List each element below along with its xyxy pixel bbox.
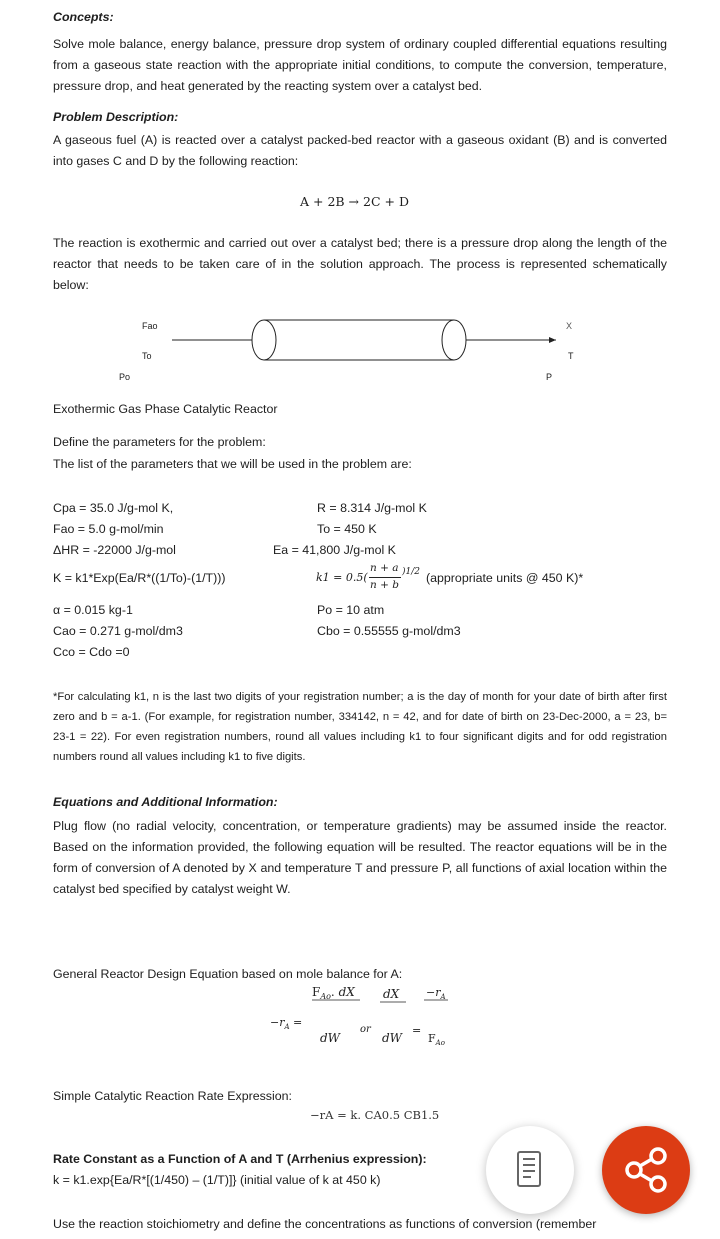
problem-text-2: The reaction is exothermic and carried out over a catalyst bed; there is a pressure drop along the length of the reactor that needs to be taken care of in the solution approach. The process is represented schematically below: <box>53 236 667 292</box>
rate-heading: Simple Catalytic Reaction Rate Expression: <box>53 1089 292 1103</box>
param-po: Po = 10 atm <box>317 603 385 617</box>
problem-text: A gaseous fuel (A) is reacted over a catalyst packed-bed reactor with a gaseous oxidant (B) and is converted into gases C and D by the following reaction: <box>53 133 667 168</box>
general-equation-heading: General Reactor Design Equation based on mole balance for A: <box>53 967 403 981</box>
k1-exponent: )1/2 <box>402 567 420 577</box>
param-ea: Ea = 41,800 J/g-mol K <box>273 543 396 557</box>
k1-note: *For calculating k1, n is the last two digits of your registration number; a is the day of month for your date of birth after first zero and b = a-1. (For example, for registration number, 334142, n = 42, and for date of birth on 23-Dec-2000, a = 23, b= 23-1 = 22). For even registration numbers, round all values including k1 to four significant digits and for odd registration numbers round all values including k1 to five digits. <box>53 691 667 763</box>
label-fao: Fao <box>142 321 158 331</box>
svg-text:dW: dW <box>320 1031 341 1045</box>
param-k: K = k1*Exp(Ea/R*((1/To)-(1/T))) <box>53 571 226 585</box>
label-to: To <box>142 351 152 361</box>
equations-heading: Equations and Additional Information: <box>53 795 278 809</box>
concepts-text: Solve mole balance, energy balance, pressure drop system of ordinary coupled differential equations resulting from a gaseous state reaction with the appropriate initial conditions, to compute the conversion, temperature, pressure drop, and heat generated by the reacting system over a catalyst bed. <box>53 37 667 93</box>
outlet-arrow <box>549 337 556 343</box>
reactor-schematic <box>0 310 720 390</box>
param-r: R = 8.314 J/g-mol K <box>317 501 427 515</box>
share-button[interactable] <box>602 1126 690 1214</box>
k1-units: (appropriate units @ 450 K)* <box>426 571 584 585</box>
equations-text: Plug flow (no radial velocity, concentration, or temperature gradients) may be assumed inside the reactor. Based on the information provided, the following equation will be resulted. The reactor equations will be in the form of conversion of A denoted by X and temperature T and pressure P, all functions of axial location within the catalyst bed specified by catalyst weight W. <box>53 819 667 896</box>
label-x: X <box>566 321 573 331</box>
rate-expression: −rA = k. CA0.5 CB1.5 <box>310 1108 440 1122</box>
param-dhr: ΔHR = -22000 J/g-mol <box>53 543 176 557</box>
label-p: P <box>546 372 553 382</box>
svg-text:FAo. dX: $F_{Ao}$. dX <box>312 985 355 1001</box>
k1-numerator: n + a <box>370 562 399 574</box>
notes-button[interactable] <box>486 1126 574 1214</box>
reactor-outlet-end <box>442 320 466 360</box>
param-alpha: α = 0.015 kg-1 <box>53 603 133 617</box>
problem-heading: Problem Description: <box>53 110 179 124</box>
param-cao: Cao = 0.271 g-mol/dm3 <box>53 624 183 638</box>
arrhenius-text: k = k1.exp{Ea/R*[(1/450) – (1/T)]} (initial value of k at 450 k) <box>53 1173 381 1187</box>
share-icon <box>602 1126 690 1214</box>
reactor-inlet-end <box>252 320 276 360</box>
stoichiometry-text: Use the reaction stoichiometry and define the concentrations as functions of conversion (remember <box>53 1217 597 1231</box>
svg-text:dW: dW <box>382 1031 403 1045</box>
param-to: To = 450 K <box>317 522 377 536</box>
k1-denominator: n + b <box>370 579 399 591</box>
params-list-intro: The list of the parameters that we will be used in the problem are: <box>53 457 412 471</box>
param-cco: Cco = Cdo =0 <box>53 645 130 659</box>
svg-text:dX: dX <box>383 987 400 1001</box>
param-cpa: Cpa = 35.0 J/g-mol K, <box>53 501 174 515</box>
label-t: T <box>568 351 574 361</box>
param-cbo: Cbo = 0.55555 g-mol/dm3 <box>317 624 461 638</box>
diagram-caption: Exothermic Gas Phase Catalytic Reactor <box>53 402 278 416</box>
reaction-equation: A + 2B → 2C + D <box>300 194 409 209</box>
params-define: Define the parameters for the problem: <box>53 435 266 449</box>
label-po: Po <box>119 372 131 382</box>
svg-text:−rA =: $-r_A$ = <box>270 1016 303 1031</box>
arrhenius-heading: Rate Constant as a Function of A and T (Arrhenius expression): <box>53 1152 427 1166</box>
svg-text:=: = <box>412 1024 422 1037</box>
param-fao: Fao = 5.0 g-mol/min <box>53 522 164 536</box>
k1-fraction-bar <box>369 577 401 578</box>
concepts-heading: Concepts: <box>53 10 114 24</box>
svg-text:or: or <box>360 1024 371 1035</box>
notes-icon <box>486 1126 574 1214</box>
svg-text:FAo: $F_{Ao}$ <box>428 1032 445 1047</box>
k1-lhs: k1 = 0.5( <box>316 571 368 584</box>
design-equation <box>260 982 460 1062</box>
svg-text:−rA: $-r_A$ <box>426 986 446 1001</box>
